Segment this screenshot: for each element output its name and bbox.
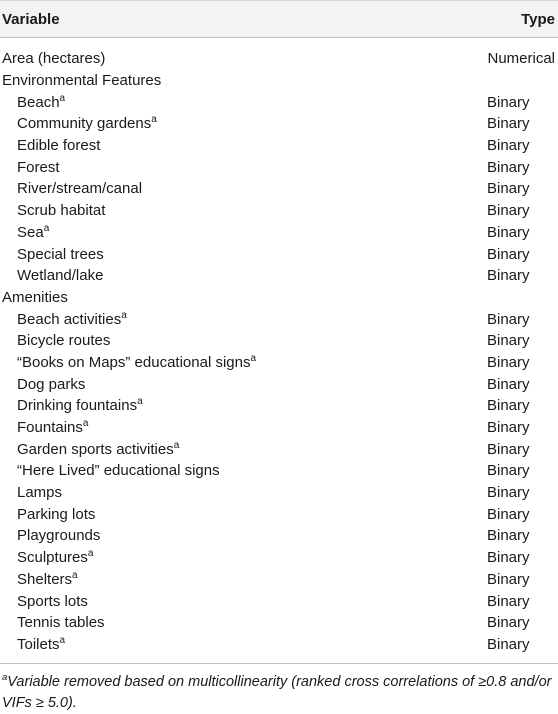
table-row: [0, 287, 558, 309]
variable-label: Shelters: [17, 570, 73, 588]
variable-cell: [0, 485, 62, 500]
table-row: [0, 70, 558, 92]
variable-cell: [0, 290, 68, 305]
table-row: [0, 265, 558, 287]
variable-label: River/stream/canal: [17, 180, 143, 198]
type-cell: Binary: [487, 180, 530, 198]
table-row: [0, 525, 558, 547]
type-cell: Binary: [487, 223, 530, 241]
header-type: Type: [521, 10, 555, 28]
table-footnote: [0, 663, 558, 714]
variable-cell: [0, 222, 50, 241]
footnote-ref: a: [59, 634, 66, 646]
variable-label: Beach: [17, 93, 60, 111]
variable-cell: [0, 181, 142, 196]
variable-cell: [0, 420, 88, 435]
type-cell: Numerical: [487, 50, 555, 68]
type-cell: Binary: [487, 462, 530, 480]
table-row: [0, 200, 558, 222]
footnote-ref: a: [72, 569, 78, 581]
variable-label: Amenities: [2, 288, 68, 306]
table-row: [0, 135, 558, 157]
table-row: [0, 156, 558, 178]
variable-cell: [0, 333, 110, 348]
variable-cell: [0, 73, 161, 88]
type-cell: Binary: [487, 505, 530, 523]
variable-cell: [0, 634, 66, 653]
variable-cell: [0, 569, 78, 588]
variable-label: Toilets: [17, 635, 60, 653]
type-cell: Binary: [487, 570, 530, 588]
variable-cell: [0, 116, 157, 131]
table-row: [0, 330, 558, 352]
variable-cell: [0, 138, 100, 153]
variable-label: Community gardens: [17, 115, 152, 133]
variable-cell: [0, 92, 66, 111]
variable-label: Bicycle routes: [17, 332, 111, 350]
variable-label: Playgrounds: [17, 527, 101, 545]
variable-label: Lamps: [17, 484, 63, 502]
table-row: [0, 352, 558, 374]
variable-label: Parking lots: [17, 505, 96, 523]
type-cell: Binary: [487, 353, 530, 371]
footnote-ref: a: [173, 439, 180, 451]
table-row: [0, 395, 558, 417]
type-cell: Binary: [487, 397, 530, 415]
variable-label: Sports lots: [17, 592, 88, 610]
table-row: [0, 308, 558, 330]
variable-cell: [0, 594, 88, 609]
footnote-ref: a: [151, 114, 157, 126]
type-cell: Binary: [487, 245, 530, 263]
variable-label: Garden sports activities: [17, 440, 174, 458]
variable-label: Fountains: [17, 419, 83, 437]
variable-cell: [0, 51, 105, 66]
type-cell: Binary: [487, 158, 530, 176]
variable-label: Scrub habitat: [17, 202, 106, 220]
table-row: [0, 634, 558, 656]
variable-cell: [0, 160, 60, 175]
table-header: [0, 0, 558, 38]
variable-label: Area (hectares): [2, 50, 106, 68]
type-cell: Binary: [487, 137, 530, 155]
variable-label: Forest: [17, 158, 60, 176]
footnote-ref: a: [87, 548, 94, 560]
variable-label: Environmental Features: [2, 72, 162, 90]
footnote-ref: a: [121, 309, 127, 321]
type-cell: Binary: [487, 635, 530, 653]
variable-label: Edible forest: [17, 137, 101, 155]
variable-label: Sculptures: [17, 549, 88, 567]
type-cell: Binary: [487, 440, 530, 458]
table-row: [0, 460, 558, 482]
type-cell: Binary: [487, 310, 530, 328]
table-row: [0, 91, 558, 113]
type-cell: Binary: [487, 202, 530, 220]
footnote-ref: a: [137, 396, 143, 408]
table-row: [0, 178, 558, 200]
type-cell: Binary: [487, 267, 530, 285]
variable-cell: [0, 507, 95, 522]
footnote-ref: a: [43, 222, 50, 234]
type-cell: Binary: [487, 527, 530, 545]
type-cell: Binary: [487, 419, 530, 437]
type-cell: Binary: [487, 375, 530, 393]
variable-cell: [0, 203, 105, 218]
variable-label: Drinking fountains: [17, 397, 138, 415]
variable-label: Beach activities: [17, 310, 122, 328]
variable-cell: [0, 550, 93, 565]
footnote-ref: a: [59, 92, 66, 104]
variable-label: Sea: [17, 223, 44, 241]
table-row: [0, 222, 558, 244]
table-body: [0, 38, 558, 655]
variable-label: Special trees: [17, 245, 104, 263]
table-row: [0, 612, 558, 634]
table-row: [0, 590, 558, 612]
type-cell: Binary: [487, 549, 530, 567]
variable-cell: [0, 268, 103, 283]
table-row: [0, 569, 558, 591]
type-cell: Binary: [487, 614, 530, 632]
variable-label: “Books on Maps” educational signs: [17, 353, 251, 371]
variable-cell: [0, 309, 127, 328]
table-row: [0, 503, 558, 525]
variable-cell: [0, 615, 105, 630]
table-row: [0, 438, 558, 460]
variable-label: “Here Lived” educational signs: [17, 462, 220, 480]
variable-cell: [0, 398, 143, 413]
footnote-ref: a: [82, 418, 89, 430]
variable-cell: [0, 528, 100, 543]
type-cell: Binary: [487, 332, 530, 350]
type-cell: Binary: [487, 592, 530, 610]
variable-cell: [0, 439, 180, 458]
type-cell: Binary: [487, 115, 530, 133]
header-variable: Variable: [2, 10, 60, 28]
variable-label: Dog parks: [17, 375, 86, 393]
table-row: [0, 547, 558, 569]
variable-cell: [0, 377, 85, 392]
footnote-ref: a: [250, 352, 257, 364]
table-row: [0, 243, 558, 265]
footnote-marker: a: [2, 672, 8, 684]
variable-cell: [0, 247, 104, 262]
variable-cell: [0, 352, 257, 371]
table-row: [0, 373, 558, 395]
type-cell: Binary: [487, 93, 530, 111]
type-cell: Binary: [487, 484, 530, 502]
variable-cell: [0, 463, 220, 478]
table-row: [0, 417, 558, 439]
table-row: [0, 48, 558, 70]
table-row: [0, 482, 558, 504]
table-row: [0, 113, 558, 135]
variable-label: Wetland/lake: [17, 267, 104, 285]
variable-label: Tennis tables: [17, 614, 105, 632]
footnote-text: Variable removed based on multicollinearity (ranked cross correlations of ≥0.8 and/or VIFs ≥ 5.0).: [2, 674, 552, 712]
